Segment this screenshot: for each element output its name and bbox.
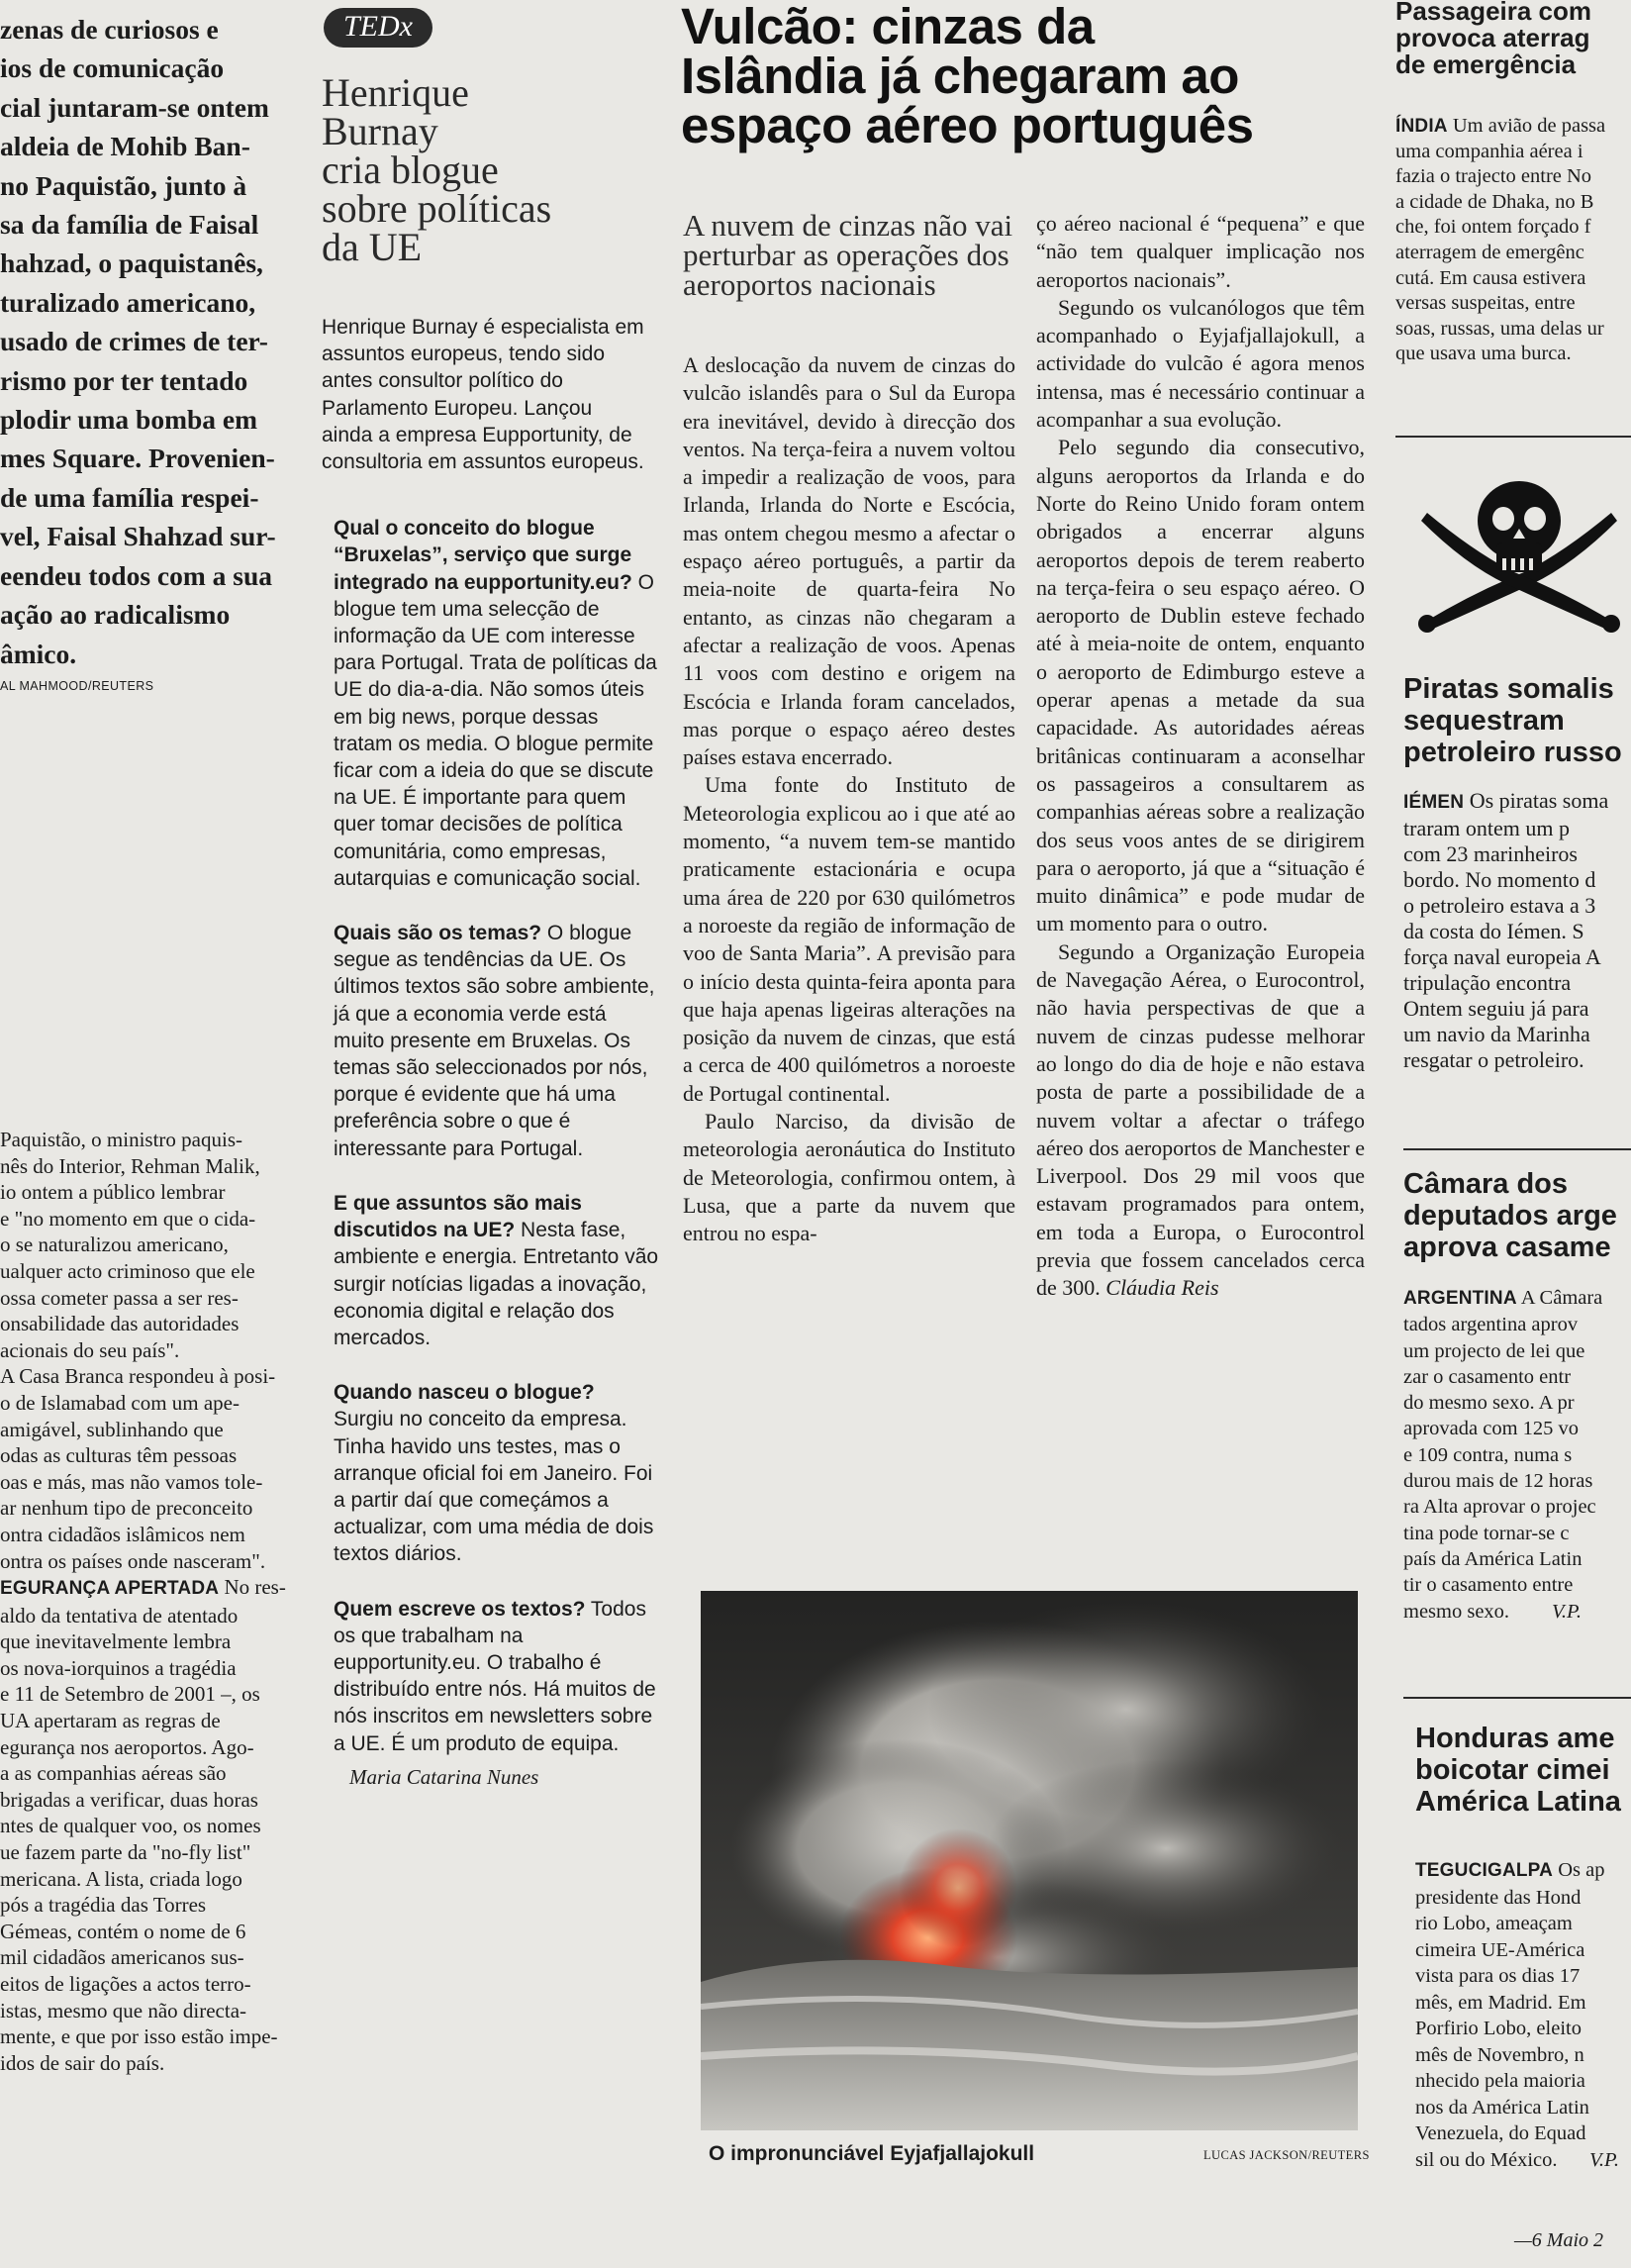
text-line: mesmo sexo. (1403, 1600, 1510, 1623)
headline-line: Henrique (322, 70, 469, 115)
text-line: do mesmo sexo. A pr (1403, 1392, 1575, 1415)
volcano-text-col2 (1036, 210, 1365, 1303)
text-line: ar nenhum tipo de preconceito (0, 1496, 253, 1521)
text-line: aprovada com 125 vo (1403, 1418, 1580, 1440)
qa-question: Qual o conceito do blogue “Bruxelas”, serviço que surge integrado na eupportunity.eu? (334, 517, 632, 594)
text-line: cutá. Em causa estivera (1395, 266, 1586, 289)
text-line: um projecto de lei que (1403, 1339, 1585, 1362)
text-line: usado de crimes de ter- (0, 326, 268, 357)
text-line: versas suspeitas, entre (1395, 292, 1576, 315)
text-line: no Paquistão, junto à (0, 169, 247, 201)
left-article-body (0, 1127, 309, 2235)
text-line: de uma família respei- (0, 481, 259, 513)
volcano-eruption-image (701, 1591, 1358, 2130)
pirate-skull-icon (1415, 473, 1623, 641)
text-line: turalizado americano, (0, 286, 256, 318)
security-first-line: No res- (219, 1575, 286, 1600)
left-article-body-text (0, 1127, 309, 1574)
text-line: ue fazem parte da "no-fly list" (0, 1840, 251, 1865)
headline-line: cria blogue (322, 148, 499, 192)
text-line: Gémeas, contém o nome de 6 (0, 1919, 246, 1943)
text-line: amigável, sublinhando que (0, 1417, 224, 1441)
text-line: brigadas a verificar, duas horas (0, 1787, 258, 1812)
left-article-top (0, 10, 309, 723)
text-line: ontra cidadãos islâmicos nem (0, 1522, 245, 1546)
text-line: cimeira UE-América (1415, 1938, 1585, 1961)
text-line: onsabilidade das autoridades (0, 1312, 240, 1336)
text-line: bordo. No momento d (1403, 867, 1596, 892)
text-line: che, foi ontem forçado f (1395, 216, 1591, 239)
text-line: acionais do seu país". (0, 1337, 180, 1362)
tedx-logo (324, 8, 432, 48)
security-paragraph (0, 1574, 309, 2076)
text-line: plodir uma bomba em (0, 404, 258, 436)
text-line: Ontem seguiu já para (1403, 996, 1589, 1021)
text-line: da costa do Iémen. S (1403, 919, 1584, 943)
tedx-byline: Maria Catarina Nunes (349, 1764, 539, 1789)
headline-line: sequestram (1403, 705, 1565, 737)
text-line: os nova-iorquinos a tragédia (0, 1655, 237, 1680)
text-line: resgatar o petroleiro. (1403, 1047, 1584, 1072)
text-line: traram ontem um p (1403, 816, 1571, 840)
qa-question: E que assuntos são mais discutidos na UE? (334, 1191, 582, 1242)
brief-argentina-text: ARGENTINA A Câmara tados argentina aprov um projecto de lei que zar o casamento entr do mesmo sexo. A pr aprovada com 125 vo e 109 contra, numa s durou mais de 12 horas ra Alta aprovar o projec tina pode tornar-se c país da América Latin tir o casamento entre mesmo sexo. V.P. (1403, 1285, 1617, 1650)
headline-line: Passageira com (1395, 0, 1592, 26)
brief-pirates-headline (1403, 673, 1622, 768)
text-line: a as companhias aéreas são (0, 1761, 227, 1786)
text-line: rismo por ter tentado (0, 364, 248, 396)
text-line: que usava uma burca. (1395, 343, 1572, 365)
left-article-intro (0, 10, 309, 673)
headline-line: Honduras ame (1415, 1723, 1615, 1754)
text-line: eendeu todos com a sua (0, 559, 273, 591)
brief-honduras-headline (1415, 1723, 1621, 1818)
text-line: tripulação encontra (1403, 970, 1572, 995)
tedx-column (322, 8, 663, 2235)
brief-argentina-byline: V.P. (1552, 1600, 1583, 1623)
text-line: presidente das Hond (1415, 1886, 1582, 1909)
text-line: uma companhia aérea i (1395, 140, 1583, 162)
text-line: aterragem de emergênc (1395, 241, 1584, 263)
text-line: nês do Interior, Rehman Malik, (0, 1153, 260, 1178)
brief-honduras-text: TEGUCIGALPA Os ap presidente das Hond rio Lobo, ameaçam cimeira UE-América vista para os dias 17 mês, em Madrid. Em Porfirio Lobo, eleito mês de Novembro, n nhecido pela maioria nos da América Latin Venezuela, do Equad sil ou do México. V.P. (1415, 1859, 1620, 2171)
text-line: tina pode tornar-se c (1403, 1522, 1570, 1544)
text-line: soas, russas, uma delas ur (1395, 317, 1604, 340)
text-line: mente, e que por isso estão impe- (0, 2024, 278, 2049)
qa-answer: O blogue tem uma selecção de informação da UE com interesse para Portugal. Trata de políticas da UE do dia-a-dia. Não somos úteis em big news, porque dessas tratam os media. O blogue permite ficar com a ideia do que se discute na UE. É importante para quem quer tomar decisões de política comunitária, como empresas, autarquias e comunicação social. (334, 570, 657, 890)
text-line: fazia o trajecto entre No (1395, 165, 1592, 188)
text-line: ossa cometer passa a ser res- (0, 1285, 239, 1310)
article-paragraph: Segundo os vulcanólogos que têm acompanhado o Eyjafjallajokull, a actividade do vulcão é agora menos intensa, mas é necessário continuar a acompanhar a sua evolução. (1036, 294, 1365, 433)
text-line: Porfirio Lobo, eleito (1415, 2018, 1582, 2039)
text-line: Venezuela, do Equad (1415, 2122, 1586, 2144)
text-line: força naval europeia A (1403, 944, 1601, 969)
headline-line: sobre políticas (322, 186, 552, 231)
text-line: que inevitavelmente lembra (0, 1629, 232, 1654)
headline-line: Vulcão: cinzas da (681, 0, 1095, 54)
text-line: país da América Latin (1403, 1547, 1583, 1570)
text-line: tados argentina aprov (1403, 1314, 1579, 1336)
volcano-deck: A nuvem de cinzas não vai perturbar as operações dos aeroportos nacionais (683, 208, 1013, 302)
volcano-byline: Cláudia Reis (1105, 1275, 1219, 1301)
text-line: vel, Faisal Shahzad sur- (0, 521, 276, 552)
text-line: mês, em Madrid. Em (1415, 1991, 1586, 2014)
text-line: idos de sair do país. (0, 2050, 165, 2075)
text-line: odas as culturas têm pessoas (0, 1443, 238, 1468)
qa-block (334, 1596, 660, 1757)
text-line: mericana. A lista, criada logo (0, 1866, 242, 1891)
article-paragraph: Uma fonte do Instituto de Meteorologia explicou ao i que até ao momento, “a nuvem tem-se mantido praticamente estacionária e ocupa uma área de 220 por 630 quilómetros a noroeste da região de informação de voo de Santa Maria”. A previsão para o início desta quinta-feira aponta para que haja apenas ligeiras alterações na posição da nuvem de cinzas, que está a cerca de 400 quilómetros a noroeste de Portugal continental. (683, 772, 1015, 1106)
text-line: e 109 contra, numa s (1403, 1443, 1573, 1466)
text-line: mês de Novembro, n (1415, 2043, 1584, 2066)
qa-block (334, 515, 660, 892)
text-line: egurança nos aeroportos. Ago- (0, 1734, 254, 1759)
text-line: ualquer acto criminoso que ele (0, 1258, 255, 1283)
headline-line: aprova casame (1403, 1232, 1611, 1263)
text-line: rio Lobo, ameaçam (1415, 1913, 1573, 1934)
qa-question: Quais são os temas? (334, 922, 542, 945)
text-line: istas, mesmo que não directa- (0, 1998, 247, 2022)
text-line: âmico. (0, 638, 77, 669)
text-line: ios de comunicação (0, 52, 225, 84)
text-line: o se naturalizou americano, (0, 1233, 229, 1257)
brief-pirates (1403, 673, 1622, 1073)
text-line: io ontem a público lembrar (0, 1180, 226, 1205)
text-line: sa da família de Faisal (0, 209, 259, 241)
text-line: zar o casamento entr (1403, 1365, 1572, 1388)
volcano-photo (701, 1591, 1358, 2130)
volcano-text-col1 (683, 351, 1015, 1248)
headline-line: América Latina (1415, 1786, 1621, 1818)
text-line: hahzad, o paquistanês, (0, 247, 263, 279)
text-line: durou mais de 12 horas (1403, 1470, 1593, 1493)
article-paragraph: Pelo segundo dia consecutivo, alguns aeroportos da Irlanda e do Norte do Reino Unido foram ontem obrigados a encerrar alguns aeroportos depois de terem reaberto na terça-feira o seu espaço aéreo. O aeroporto de Dublin esteve fechado até à meia-noite de ontem, enquanto o aeroporto de Edimburgo esteve a operar apenas a metade da sua capacidade. As autoridades aéreas britânicas continuaram a aconselhar os passageiros a consultarem as companhias aéreas sobre a realização dos seus voos antes de se dirigirem para o aeroporto, já que a “situação é muito dinâmica” e pode mudar de um momento para o outro. (1036, 435, 1365, 937)
brief-argentina-headline (1403, 1168, 1617, 1263)
text-line: ontra os países onde nasceram". (0, 1548, 266, 1573)
divider (1395, 436, 1631, 438)
headline-line: de emergência (1395, 49, 1577, 79)
brief-passenger-headline (1395, 0, 1605, 78)
text-line: sil ou do México. (1415, 2148, 1558, 2171)
volcano-photo-caption: O impronunciável Eyjafjallajokull (709, 2142, 1035, 2165)
brief-passenger (1395, 0, 1605, 367)
text-line: com 23 marinheiros (1403, 841, 1578, 866)
headline-line: Câmara dos (1403, 1168, 1569, 1200)
text-line: e 11 de Setembro de 2001 –, os (0, 1682, 260, 1707)
text-line: nos da América Latin (1415, 2096, 1589, 2119)
left-photo-credit: AL MAHMOOD/REUTERS (0, 678, 154, 693)
text-line: e "no momento em que o cida- (0, 1206, 256, 1231)
qa-question: Quem escreve os textos? (334, 1597, 586, 1621)
headline-line: provoca aterrag (1395, 23, 1590, 52)
volcano-article (677, 0, 1382, 2268)
brief-pirates-kicker: IÉMEN (1403, 792, 1465, 813)
qa-block (334, 1190, 660, 1351)
text-line: um navio da Marinha (1403, 1022, 1590, 1046)
text-line: pós a tragédia das Torres (0, 1893, 207, 1918)
text-line: A Casa Branca respondeu à posi- (0, 1364, 276, 1389)
headline-line: da UE (322, 225, 423, 269)
brief-passenger-kicker: ÍNDIA (1395, 116, 1448, 137)
text-line: a cidade de Dhaka, no B (1395, 190, 1594, 213)
qa-question: Quando nasceu o blogue? (334, 1381, 595, 1405)
tedx-intro: Henrique Burnay é especialista em assuntos europeus, tendo sido antes consultor político do Parlamento Europeu. Lançou ainda a empresa Eupportunity, de consultoria em assuntos europeus. (322, 316, 644, 474)
qa-answer: Todos os que trabalham na eupportunity.eu. O trabalho é distribuído entre nós. Há muitos de nós inscritos em newsletters sobre a UE. É um produto de equipa. (334, 1597, 656, 1755)
text-line: vista para os dias 17 (1415, 1965, 1581, 1987)
text-line: Paquistão, o ministro paquis- (0, 1128, 242, 1151)
right-column (1395, 0, 1631, 2268)
security-lines (0, 1603, 309, 2077)
brief-argentina-kicker: ARGENTINA (1403, 1288, 1517, 1309)
text-line: oas e más, mas não vamos tole- (0, 1469, 263, 1494)
text-line: o petroleiro estava a 3 (1403, 893, 1596, 918)
text-line: ra Alta aprovar o projec (1403, 1496, 1596, 1519)
divider (1403, 1697, 1631, 1699)
brief-passenger-text: ÍNDIA Um avião de passa uma companhia aérea i fazia o trajecto entre No a cidade de Dhaka, no B che, foi ontem forçado f aterragem de emergênc cutá. Em causa estivera versas suspeitas, entre soas, russas, uma delas ur que usava uma burca. (1395, 114, 1605, 367)
text-line: nhecido pela maioria (1415, 2070, 1585, 2092)
brief-honduras-byline: V.P. (1589, 2149, 1620, 2171)
text-line: aldeia de Mohib Ban- (0, 131, 250, 162)
qa-answer: Surgiu no conceito da empresa. Tinha havido uns testes, mas o arranque oficial foi em Janeiro. Foi a partir daí que começámos a actualizar, com uma média de dois textos diários. (334, 1408, 654, 1566)
text-line: aldo da tentativa de atentado (0, 1603, 239, 1627)
text-line: UA apertaram as regras de (0, 1709, 221, 1733)
headline-line: Piratas somalis (1403, 673, 1614, 705)
qa-answer: O blogue segue as tendências da UE. Os últimos textos são sobre ambiente, já que a economia verde está muito presente em Bruxelas. Os temas são seleccionados por nós, porque é evidente que há uma preferência sobre o que é interessante para Portugal. (334, 922, 655, 1160)
article-paragraph: A deslocação da nuvem de cinzas do vulcão islandês para o Sul da Europa era inevitável, devido à direcção dos ventos. Na terça-feira a nuvem voltou a impedir a realização de voos, para Irlanda, Irlanda do Norte e Escócia, mas ontem chegou mesmo a afectar o espaço aéreo português, a partir da meia-noite de quarta-feira No entanto, as cinzas não chegaram a afectar a realização de voos. Apenas 11 voos com destino e origem na Escócia e Irlanda foram cancelados, mas porque o espaço aéreo destes países estava encerrado. (683, 352, 1015, 770)
text-line: zenas de curiosos e (0, 14, 219, 45)
text-line: tir o casamento entre (1403, 1574, 1574, 1597)
brief-pirates-text: IÉMEN Os piratas soma traram ontem um p com 23 marinheiros bordo. No momento d o petroleiro estava a 3 da costa do Iémen. S força naval europeia A tripulação encontra Ontem seguiu já para um navio da Marinha resgatar o petroleiro. (1403, 788, 1622, 1073)
headline-line: Islândia já chegaram ao (681, 48, 1239, 104)
headline-line: petroleiro russo (1403, 737, 1622, 768)
qa-block (334, 1379, 660, 1567)
headline-line: espaço aéreo português (681, 97, 1254, 153)
tedx-headline (322, 70, 663, 269)
article-paragraph: ço aéreo nacional é “pequena” e que “não tem qualquer implicação nos aeroportos nacionais”. (1036, 211, 1365, 292)
brief-honduras (1415, 1723, 1621, 2200)
brief-honduras-kicker: TEGUCIGALPA (1415, 1860, 1554, 1881)
text-line: ação ao radicalismo (0, 599, 231, 631)
article-paragraph: Paulo Narciso, da divisão de meteorologia aeronáutica do Instituto de Meteorologia, confirmou ontem, à Lusa, que a parte da nuvem que entrou no espa- (683, 1109, 1015, 1246)
tedx-logo-text: TEDx (343, 10, 413, 43)
divider (1403, 1148, 1631, 1150)
qa-block (334, 920, 660, 1162)
text-line: eitos de ligações a actos terro- (0, 1972, 251, 1996)
text-line: mes Square. Provenien- (0, 443, 275, 474)
article-paragraph: Segundo a Organização Europeia de Navegação Aérea, o Eurocontrol, não havia perspectivas de que a nuvem de cinzas pudesse melhorar ao longo do dia de hoje e não estava posta de parte a possibilidade de a nuvem voltar a afectar o tráfego aéreo dos aeroportos de Manchester e Liverpool. Dos 29 mil voos que estavam programados para ontem, em toda a Europa, o Eurocontrol previa que fossem cancelados cerca de 300. Cláudia Reis (1036, 938, 1365, 1301)
tedx-qa-list (334, 515, 660, 1757)
text-line: ntes de qualquer voo, os nomes (0, 1814, 261, 1838)
page-date: —6 Maio 2 (1514, 2229, 1603, 2251)
security-kicker: EGURANÇA APERTADA (0, 1578, 220, 1600)
volcano-headline (681, 0, 1382, 153)
qa-answer: Nesta fase, ambiente e energia. Entretanto vão surgir notícias ligadas a inovação, economia digital e relação dos mercados. (334, 1219, 659, 1349)
headline-line: deputados arge (1403, 1200, 1617, 1232)
text-line: o de Islamabad com um ape- (0, 1390, 240, 1415)
volcano-photo-credit: LUCAS JACKSON/REUTERS (1203, 2148, 1370, 2162)
headline-line: Burnay (322, 109, 438, 153)
headline-line: boicotar cimei (1415, 1754, 1610, 1786)
brief-argentina (1403, 1168, 1617, 1650)
text-line: mil cidadãos americanos sus- (0, 1945, 244, 1970)
text-line: cial juntaram-se ontem (0, 91, 269, 123)
